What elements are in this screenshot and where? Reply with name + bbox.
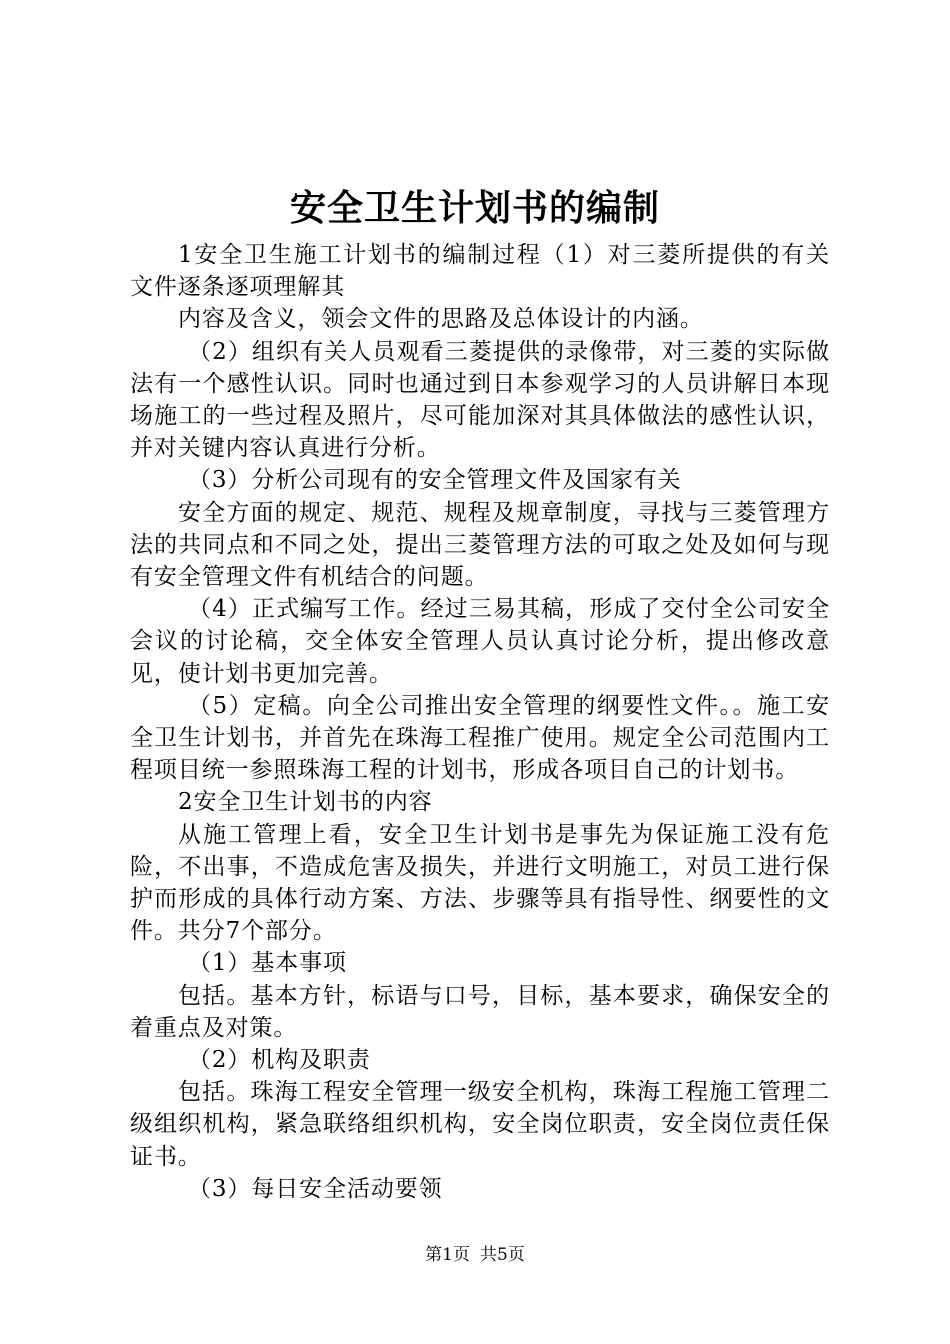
document-body [130,239,830,1205]
paragraph: 安全方面的规定、规范、规程及规章制度，寻找与三菱管理方法的共同点和不同之处，提出三菱管理方法的可取之处及如何与现有安全管理文件有机结合的问题。 [130,499,830,591]
page-number: 第1页 [425,1245,470,1265]
paragraph-section-1-heading: 1安全卫生施工计划书的编制过程（1）对三菱所提供的有关文件逐条逐项理解其 [130,242,830,301]
paragraph-step-2: （2）组织有关人员观看三菱提供的录像带，对三菱的实际做法有一个感性认识。同时也通过到日本参观学习的人员讲解日本现场施工的一些过程及照片，尽可能加深对其具体做法的感性认识，并对关键内容认真进行分析。 [130,338,830,462]
subsection-heading-1: （1）基本事项 [188,950,347,977]
paragraph: 从施工管理上看，安全卫生计划书是事先为保证施工没有危险，不出事，不造成危害及损失，并进行文明施工，对员工进行保护而形成的具体行动方案、方法、步骤等具有指导性、纲要性的文件。共分7个部分。 [130,821,830,945]
page-footer [0,1243,950,1267]
paragraph-step-4: （4）正式编写工作。经过三易其稿，形成了交付全公司安全会议的讨论稿，交全体安全管理人员认真讨论分析，提出修改意见，使计划书更加完善。 [130,596,830,687]
paragraph-step-3: （3）分析公司现有的安全管理文件及国家有关 [188,467,682,494]
paragraph-step-5: （5）定稿。向全公司推出安全管理的纲要性文件。。施工安全卫生计划书，并首先在珠海工程推广使用。规定全公司范围内工程项目统一参照珠海工程的计划书，形成各项目自己的计划书。 [130,692,830,784]
section-heading-2: 2安全卫生计划书的内容 [178,789,433,816]
paragraph: 包括。珠海工程安全管理一级安全机构，珠海工程施工管理二级组织机构，紧急联络组织机构，安全岗位职责，安全岗位责任保证书。 [130,1079,830,1170]
document-title: 安全卫生计划书的编制 [289,187,660,229]
paragraph: 内容及含义，领会文件的思路及总体设计的内涵。 [178,306,704,333]
subsection-heading-2: （2）机构及职责 [188,1047,371,1074]
page-total: 共5页 [480,1245,525,1265]
subsection-heading-3: （3）每日安全活动要领 [188,1175,443,1202]
paragraph: 包括。基本方针，标语与口号，目标，基本要求，确保安全的着重点及对策。 [130,982,830,1041]
